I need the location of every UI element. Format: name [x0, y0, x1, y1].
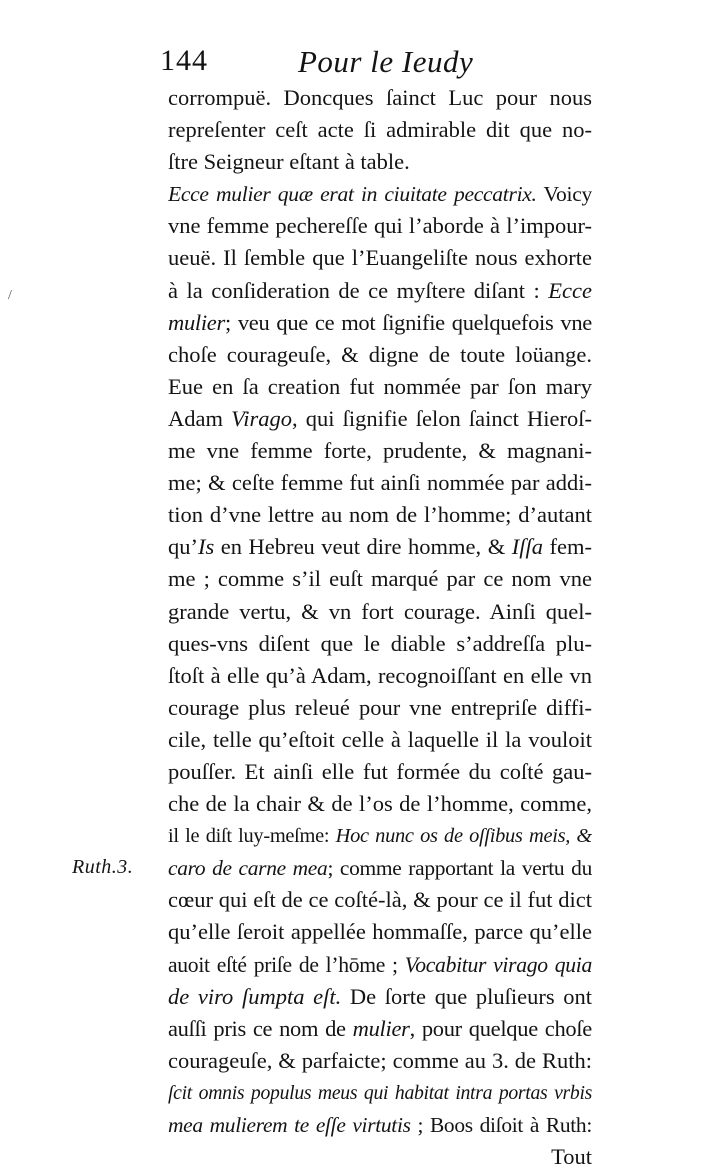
text-line — [168, 339, 592, 371]
text-segment: ; comme rapportant la vertu du — [327, 856, 592, 881]
text-segment: , qui ſignifie ſelon ſainct Hieroſ- — [291, 405, 592, 431]
text-segment: Adam — [168, 405, 232, 431]
text-line — [168, 724, 592, 756]
text-line — [168, 1045, 592, 1077]
italic-segment: Vocabitur virago quia — [404, 952, 592, 977]
text-line — [168, 114, 592, 146]
italic-segment: Virago — [231, 405, 292, 431]
italic-segment: mea mulierem te eſſe virtutis — [168, 1113, 411, 1137]
text-line — [168, 692, 592, 724]
text-line — [168, 242, 592, 274]
text-line — [168, 563, 592, 595]
italic-segment: mulier — [352, 1015, 410, 1041]
margin-note: Ruth.3. — [72, 856, 134, 878]
text-segment: cile, telle qu’eſtoit celle à laquelle il la vouloit — [168, 726, 592, 752]
text-line — [168, 596, 592, 628]
text-segment: vne femme pechereſſe qui l’aborde à l’impour- — [168, 213, 592, 239]
text-line — [168, 146, 592, 178]
text-line — [168, 756, 592, 788]
text-segment: Voicy — [536, 182, 592, 207]
text-segment: tion d’vne lettre au nom de l’homme; d’autant — [168, 502, 592, 528]
italic-segment: Is — [198, 534, 215, 560]
text-line — [168, 1077, 592, 1109]
italic-segment: ſcit omnis populus meus qui habitat intra portas vrbis — [168, 1081, 592, 1104]
text-segment: en Hebreu veut dire homme, & — [214, 534, 512, 560]
text-segment: , pour quelque choſe — [409, 1015, 592, 1041]
page-number: 144 — [160, 44, 208, 77]
text-segment: me ; comme s’il euſt marqué par ce nom vne — [168, 566, 592, 592]
text-segment: courage plus releué pour vne entrepriſe diffi- — [168, 694, 592, 720]
ink-speck: / — [8, 288, 12, 303]
text-segment: qu’ — [168, 534, 198, 560]
text-line — [168, 499, 592, 531]
italic-segment: de viro ſumpta eſt. — [168, 983, 342, 1009]
text-segment: corrompuë. Doncques ſainct Luc pour nous — [168, 85, 592, 110]
text-line — [168, 788, 592, 820]
text-line — [168, 178, 592, 210]
text-line — [168, 210, 592, 242]
text-line — [168, 275, 592, 307]
text-segment: ſtre Seigneur eſtant à table. — [168, 149, 410, 175]
text-segment: cœur qui eſt de ce coſté-là, & pour ce il fut dict — [168, 887, 592, 913]
text-line — [168, 884, 592, 916]
text-line — [168, 467, 592, 499]
text-line — [168, 435, 592, 467]
text-line — [168, 660, 592, 692]
italic-segment: caro de carne mea — [168, 856, 328, 881]
text-segment: qu’elle ſeroit appellée hommaſſe, parce qu’elle — [168, 919, 592, 945]
text-segment: grande vertu, & vn fort courage. Ainſi quel- — [168, 598, 592, 624]
text-line — [168, 307, 592, 339]
text-line — [168, 981, 592, 1013]
italic-segment: Iſſa — [511, 534, 543, 560]
italic-segment: Hoc nunc os de oſſibus meis, & — [335, 825, 592, 848]
text-segment: auſſi pris ce nom de — [168, 1015, 353, 1041]
text-segment: ueuë. Il ſemble que l’Euangeliſte nous exhorte — [168, 245, 592, 271]
text-line — [168, 82, 592, 114]
italic-segment: Ecce — [548, 277, 592, 303]
text-segment: courageuſe, & parfaicte; comme au 3. de Ruth: — [168, 1047, 592, 1073]
text-line — [168, 820, 592, 852]
text-segment: ſtoſt à elle qu’à Adam, recognoiſſant en elle vn — [168, 662, 592, 688]
text-segment: repreſenter ceſt acte ſi admirable dit que no- — [168, 117, 592, 143]
text-line — [168, 852, 592, 884]
text-line — [168, 628, 592, 660]
text-line — [168, 949, 592, 981]
page-header — [160, 44, 590, 84]
text-segment: auoit eſté priſe de l’hōme ; — [168, 952, 405, 977]
text-segment: il le diſt luy-meſme: — [168, 825, 336, 848]
italic-segment: mulier — [168, 309, 225, 335]
text-line — [168, 403, 592, 435]
text-segment: pouſſer. Et ainſi elle fut formée du coſté gau- — [168, 758, 592, 784]
catchword: Tout — [551, 1144, 592, 1170]
text-line — [168, 916, 592, 948]
text-segment: che de la chair & de l’os de l’homme, comme, — [168, 791, 592, 817]
text-segment: me; & ceſte femme fut ainſi nommée par addi- — [168, 470, 592, 496]
text-segment: choſe courageuſe, & digne de toute loüange. — [168, 341, 592, 367]
text-segment: Eue en ſa creation fut nommée par ſon mary — [168, 373, 592, 399]
text-segment: ; veu que ce mot ſignifie quelquefois vne — [224, 309, 592, 335]
body-text — [168, 82, 592, 1173]
text-segment: fem- — [542, 534, 592, 560]
text-line — [168, 531, 592, 563]
text-segment: De ſorte que pluſieurs ont — [341, 983, 592, 1009]
running-head: Pour le Ieudy — [298, 44, 474, 79]
text-segment: à la conſideration de ce myſtere diſant : — [168, 277, 549, 303]
text-segment: me vne femme forte, prudente, & magnani- — [168, 438, 592, 464]
text-segment: ; Boos diſoit à Ruth: — [410, 1113, 592, 1137]
italic-segment: Ecce mulier quæ erat in ciuitate peccatrix. — [168, 182, 537, 207]
text-line — [168, 1109, 592, 1141]
text-line — [168, 371, 592, 403]
text-segment: ques-vns diſent que le diable s’addreſſa plu- — [168, 630, 592, 656]
